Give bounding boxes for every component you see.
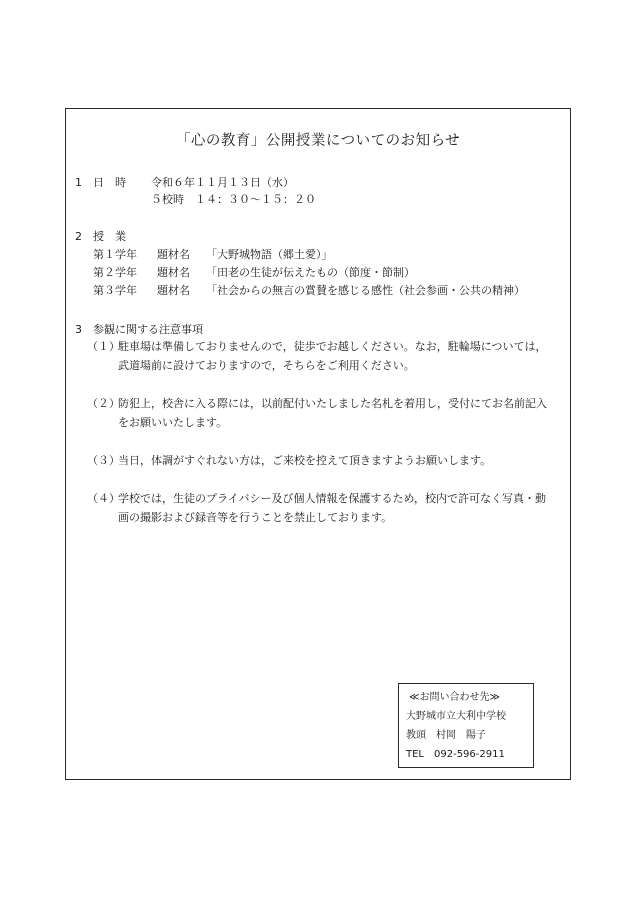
note-marker: （４）: [87, 492, 120, 505]
section-label-date: 日 時: [93, 176, 126, 189]
class-grade: 第３学年: [93, 284, 137, 297]
section-number-classes: 2: [75, 230, 82, 243]
note-line: 画の撮影および録音等を行うことを禁止しております。: [118, 511, 393, 524]
note-line: をお願いいたします。: [118, 416, 228, 429]
class-subject: 「社会からの無言の賞賛を感じる感性（社会参画・公共の精神）: [206, 284, 525, 297]
section-label-notes: 参観に関する注意事項: [93, 323, 203, 336]
class-subject-label: 題材名: [157, 284, 190, 297]
event-time: ５校時 １４：３０～１５：２０: [151, 193, 316, 206]
contact-phone: TEL 092-596-2911: [406, 749, 505, 760]
note-line: 駐車場は準備しておりませんので，徒歩でお越しください。なお，駐輪場については，: [118, 340, 547, 353]
class-subject-label: 題材名: [157, 266, 190, 279]
note-line: 武道場前に設けておりますので，そちらをご利用ください。: [118, 359, 415, 372]
note-marker: （１）: [87, 340, 120, 353]
class-subject: 「大野城物語（郷土愛）」: [206, 248, 333, 261]
section-label-classes: 授 業: [93, 230, 126, 243]
notice-frame: [65, 108, 571, 780]
section-number-date: 1: [75, 176, 82, 189]
note-marker: （２）: [87, 397, 120, 410]
class-grade: 第２学年: [93, 266, 137, 279]
note-line: 学校では，生徒のプライバシー及び個人情報を保護するため，校内で許可なく写真・動: [118, 492, 547, 505]
contact-heading: ≪お問い合わせ先≫: [409, 692, 500, 703]
note-line: 当日，体調がすぐれない方は，ご来校を控えて頂きますようお願いします。: [118, 454, 492, 467]
section-number-notes: 3: [75, 323, 82, 336]
contact-school: 大野城市立大利中学校: [406, 711, 506, 722]
contact-person: 教頭 村岡 陽子: [406, 730, 486, 741]
class-subject-label: 題材名: [157, 248, 190, 261]
notice-title: 「心の教育」公開授業についてのお知らせ: [175, 133, 461, 149]
contact-box: [398, 683, 534, 768]
class-grade: 第１学年: [93, 248, 137, 261]
class-subject: 「田老の生徒が伝えたもの（節度・節制）: [206, 266, 415, 279]
note-marker: （３）: [87, 454, 120, 467]
note-line: 防犯上，校舎に入る際には，以前配付いたしました名札を着用し，受付にてお名前記入: [118, 397, 547, 410]
event-date: 令和６年１１月１３日（水）: [151, 176, 294, 189]
